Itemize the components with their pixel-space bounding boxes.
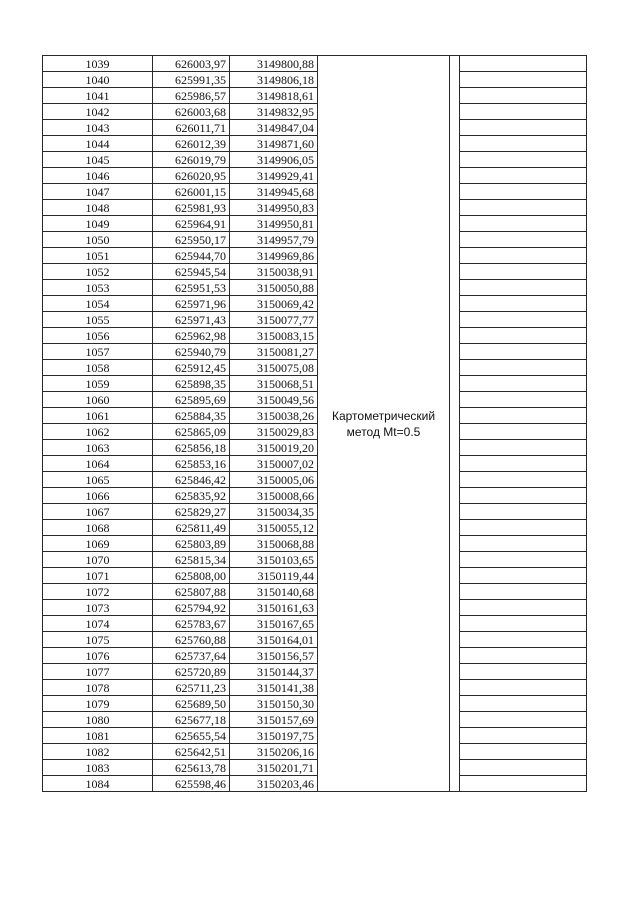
table-row — [43, 712, 587, 728]
empty-note-cell — [460, 360, 587, 376]
empty-note-cell — [460, 536, 587, 552]
y-coordinate-cell: 3150197,75 — [230, 728, 318, 744]
point-number-cell: 1065 — [43, 472, 153, 488]
table-row — [43, 472, 587, 488]
point-number-cell: 1077 — [43, 664, 153, 680]
point-number-cell: 1044 — [43, 136, 153, 152]
point-number-cell: 1074 — [43, 616, 153, 632]
x-coordinate-cell: 625950,17 — [153, 232, 230, 248]
point-number-cell: 1052 — [43, 264, 153, 280]
point-number-cell: 1082 — [43, 744, 153, 760]
point-number-cell: 1047 — [43, 184, 153, 200]
x-coordinate-cell: 625815,34 — [153, 552, 230, 568]
y-coordinate-cell: 3149871,60 — [230, 136, 318, 152]
empty-note-cell — [460, 120, 587, 136]
y-coordinate-cell: 3149929,41 — [230, 168, 318, 184]
x-coordinate-cell: 625884,35 — [153, 408, 230, 424]
point-number-cell: 1043 — [43, 120, 153, 136]
x-coordinate-cell: 625598,46 — [153, 776, 230, 792]
x-coordinate-cell: 625865,09 — [153, 424, 230, 440]
empty-note-cell — [460, 776, 587, 792]
y-coordinate-cell: 3150203,46 — [230, 776, 318, 792]
point-number-cell: 1055 — [43, 312, 153, 328]
y-coordinate-cell: 3150049,56 — [230, 392, 318, 408]
x-coordinate-cell: 625856,18 — [153, 440, 230, 456]
x-coordinate-cell: 626019,79 — [153, 152, 230, 168]
y-coordinate-cell: 3150140,68 — [230, 584, 318, 600]
y-coordinate-cell: 3149957,79 — [230, 232, 318, 248]
y-coordinate-cell: 3150150,30 — [230, 696, 318, 712]
point-number-cell: 1045 — [43, 152, 153, 168]
method-text-line: метод Mt=0.5 — [346, 424, 421, 439]
table-row — [43, 648, 587, 664]
empty-note-cell — [460, 280, 587, 296]
point-number-cell: 1041 — [43, 88, 153, 104]
x-coordinate-cell: 625945,54 — [153, 264, 230, 280]
x-coordinate-cell: 625807,88 — [153, 584, 230, 600]
point-number-cell: 1067 — [43, 504, 153, 520]
x-coordinate-cell: 625853,16 — [153, 456, 230, 472]
coordinates-table-body — [43, 56, 587, 792]
table-row — [43, 360, 587, 376]
table-row — [43, 56, 587, 72]
x-coordinate-cell: 625898,35 — [153, 376, 230, 392]
table-row — [43, 312, 587, 328]
empty-note-cell — [460, 184, 587, 200]
empty-note-cell — [460, 520, 587, 536]
empty-note-cell — [460, 648, 587, 664]
point-number-cell: 1071 — [43, 568, 153, 584]
empty-note-cell — [460, 424, 587, 440]
empty-note-cell — [460, 392, 587, 408]
table-row — [43, 264, 587, 280]
table-row — [43, 168, 587, 184]
empty-note-cell — [460, 376, 587, 392]
y-coordinate-cell: 3150075,08 — [230, 360, 318, 376]
table-row — [43, 776, 587, 792]
empty-note-cell — [460, 680, 587, 696]
table-row — [43, 728, 587, 744]
y-coordinate-cell: 3149806,18 — [230, 72, 318, 88]
table-row — [43, 616, 587, 632]
point-number-cell: 1057 — [43, 344, 153, 360]
y-coordinate-cell: 3150161,63 — [230, 600, 318, 616]
method-cell — [318, 56, 450, 792]
table-row — [43, 440, 587, 456]
table-row — [43, 568, 587, 584]
empty-note-cell — [460, 616, 587, 632]
y-coordinate-cell: 3150038,91 — [230, 264, 318, 280]
table-row — [43, 600, 587, 616]
point-number-cell: 1080 — [43, 712, 153, 728]
empty-note-cell — [460, 152, 587, 168]
y-coordinate-cell: 3150206,16 — [230, 744, 318, 760]
y-coordinate-cell: 3150103,65 — [230, 552, 318, 568]
x-coordinate-cell: 625991,35 — [153, 72, 230, 88]
x-coordinate-cell: 625940,79 — [153, 344, 230, 360]
table-row — [43, 344, 587, 360]
table-row — [43, 120, 587, 136]
y-coordinate-cell: 3150141,38 — [230, 680, 318, 696]
x-coordinate-cell: 625962,98 — [153, 328, 230, 344]
empty-note-cell — [460, 232, 587, 248]
x-coordinate-cell: 625737,64 — [153, 648, 230, 664]
y-coordinate-cell: 3150007,02 — [230, 456, 318, 472]
empty-note-cell — [460, 328, 587, 344]
point-number-cell: 1076 — [43, 648, 153, 664]
y-coordinate-cell: 3149950,83 — [230, 200, 318, 216]
table-row — [43, 488, 587, 504]
empty-note-cell — [460, 168, 587, 184]
empty-note-cell — [460, 584, 587, 600]
x-coordinate-cell: 625642,51 — [153, 744, 230, 760]
x-coordinate-cell: 626003,97 — [153, 56, 230, 72]
table-row — [43, 296, 587, 312]
point-number-cell: 1066 — [43, 488, 153, 504]
point-number-cell: 1048 — [43, 200, 153, 216]
table-row — [43, 456, 587, 472]
table-row — [43, 632, 587, 648]
x-coordinate-cell: 625986,57 — [153, 88, 230, 104]
empty-note-cell — [460, 88, 587, 104]
point-number-cell: 1058 — [43, 360, 153, 376]
x-coordinate-cell: 625689,50 — [153, 696, 230, 712]
empty-note-cell — [460, 712, 587, 728]
empty-note-cell — [460, 728, 587, 744]
x-coordinate-cell: 626020,95 — [153, 168, 230, 184]
x-coordinate-cell: 625835,92 — [153, 488, 230, 504]
y-coordinate-cell: 3150119,44 — [230, 568, 318, 584]
point-number-cell: 1042 — [43, 104, 153, 120]
x-coordinate-cell: 625794,92 — [153, 600, 230, 616]
table-row — [43, 408, 587, 424]
point-number-cell: 1069 — [43, 536, 153, 552]
table-row — [43, 376, 587, 392]
table-row — [43, 88, 587, 104]
y-coordinate-cell: 3150068,51 — [230, 376, 318, 392]
point-number-cell: 1083 — [43, 760, 153, 776]
table-row — [43, 216, 587, 232]
empty-note-cell — [460, 216, 587, 232]
empty-note-cell — [460, 264, 587, 280]
point-number-cell: 1078 — [43, 680, 153, 696]
y-coordinate-cell: 3150156,57 — [230, 648, 318, 664]
x-coordinate-cell: 625971,96 — [153, 296, 230, 312]
x-coordinate-cell: 625829,27 — [153, 504, 230, 520]
table-row — [43, 184, 587, 200]
y-coordinate-cell: 3150077,77 — [230, 312, 318, 328]
empty-note-cell — [460, 136, 587, 152]
y-coordinate-cell: 3150068,88 — [230, 536, 318, 552]
table-row — [43, 152, 587, 168]
coordinates-table — [42, 55, 587, 792]
y-coordinate-cell: 3150164,01 — [230, 632, 318, 648]
point-number-cell: 1073 — [43, 600, 153, 616]
y-coordinate-cell: 3150034,35 — [230, 504, 318, 520]
point-number-cell: 1062 — [43, 424, 153, 440]
empty-note-cell — [460, 632, 587, 648]
y-coordinate-cell: 3150081,27 — [230, 344, 318, 360]
x-coordinate-cell: 625808,00 — [153, 568, 230, 584]
y-coordinate-cell: 3150157,69 — [230, 712, 318, 728]
y-coordinate-cell: 3149906,05 — [230, 152, 318, 168]
empty-note-cell — [460, 600, 587, 616]
y-coordinate-cell: 3150008,66 — [230, 488, 318, 504]
x-coordinate-cell: 625951,53 — [153, 280, 230, 296]
y-coordinate-cell: 3150029,83 — [230, 424, 318, 440]
point-number-cell: 1039 — [43, 56, 153, 72]
y-coordinate-cell: 3149945,68 — [230, 184, 318, 200]
point-number-cell: 1049 — [43, 216, 153, 232]
empty-note-cell — [460, 296, 587, 312]
point-number-cell: 1046 — [43, 168, 153, 184]
x-coordinate-cell: 625944,70 — [153, 248, 230, 264]
y-coordinate-cell: 3150038,26 — [230, 408, 318, 424]
y-coordinate-cell: 3150055,12 — [230, 520, 318, 536]
x-coordinate-cell: 625803,89 — [153, 536, 230, 552]
y-coordinate-cell: 3149800,88 — [230, 56, 318, 72]
x-coordinate-cell: 625760,88 — [153, 632, 230, 648]
empty-note-cell — [460, 488, 587, 504]
point-number-cell: 1064 — [43, 456, 153, 472]
table-row — [43, 744, 587, 760]
point-number-cell: 1059 — [43, 376, 153, 392]
point-number-cell: 1051 — [43, 248, 153, 264]
x-coordinate-cell: 625895,69 — [153, 392, 230, 408]
table-row — [43, 424, 587, 440]
x-coordinate-cell: 625846,42 — [153, 472, 230, 488]
point-number-cell: 1072 — [43, 584, 153, 600]
table-row — [43, 536, 587, 552]
column-gap — [450, 56, 460, 792]
point-number-cell: 1054 — [43, 296, 153, 312]
empty-note-cell — [460, 344, 587, 360]
x-coordinate-cell: 625720,89 — [153, 664, 230, 680]
table-row — [43, 680, 587, 696]
table-row — [43, 136, 587, 152]
table-row — [43, 584, 587, 600]
table-row — [43, 232, 587, 248]
table-row — [43, 520, 587, 536]
y-coordinate-cell: 3149847,04 — [230, 120, 318, 136]
y-coordinate-cell: 3149969,86 — [230, 248, 318, 264]
y-coordinate-cell: 3150050,88 — [230, 280, 318, 296]
x-coordinate-cell: 625783,67 — [153, 616, 230, 632]
table-row — [43, 72, 587, 88]
point-number-cell: 1063 — [43, 440, 153, 456]
empty-note-cell — [460, 552, 587, 568]
y-coordinate-cell: 3149832,95 — [230, 104, 318, 120]
empty-note-cell — [460, 104, 587, 120]
empty-note-cell — [460, 200, 587, 216]
y-coordinate-cell: 3150201,71 — [230, 760, 318, 776]
x-coordinate-cell: 625971,43 — [153, 312, 230, 328]
empty-note-cell — [460, 312, 587, 328]
x-coordinate-cell: 625811,49 — [153, 520, 230, 536]
empty-note-cell — [460, 440, 587, 456]
x-coordinate-cell: 625613,78 — [153, 760, 230, 776]
point-number-cell: 1081 — [43, 728, 153, 744]
point-number-cell: 1084 — [43, 776, 153, 792]
x-coordinate-cell: 625711,23 — [153, 680, 230, 696]
point-number-cell: 1070 — [43, 552, 153, 568]
y-coordinate-cell: 3150167,65 — [230, 616, 318, 632]
empty-note-cell — [460, 568, 587, 584]
x-coordinate-cell: 625981,93 — [153, 200, 230, 216]
point-number-cell: 1079 — [43, 696, 153, 712]
x-coordinate-cell: 625964,91 — [153, 216, 230, 232]
table-row — [43, 280, 587, 296]
point-number-cell: 1053 — [43, 280, 153, 296]
empty-note-cell — [460, 504, 587, 520]
table-row — [43, 664, 587, 680]
x-coordinate-cell: 625655,54 — [153, 728, 230, 744]
empty-note-cell — [460, 248, 587, 264]
point-number-cell: 1061 — [43, 408, 153, 424]
x-coordinate-cell: 626001,15 — [153, 184, 230, 200]
y-coordinate-cell: 3149818,61 — [230, 88, 318, 104]
empty-note-cell — [460, 696, 587, 712]
empty-note-cell — [460, 744, 587, 760]
point-number-cell: 1056 — [43, 328, 153, 344]
y-coordinate-cell: 3149950,81 — [230, 216, 318, 232]
x-coordinate-cell: 626011,71 — [153, 120, 230, 136]
table-row — [43, 552, 587, 568]
table-row — [43, 328, 587, 344]
y-coordinate-cell: 3150083,15 — [230, 328, 318, 344]
table-row — [43, 392, 587, 408]
empty-note-cell — [460, 664, 587, 680]
table-row — [43, 760, 587, 776]
empty-note-cell — [460, 408, 587, 424]
empty-note-cell — [460, 472, 587, 488]
y-coordinate-cell: 3150019,20 — [230, 440, 318, 456]
table-row — [43, 504, 587, 520]
y-coordinate-cell: 3150069,42 — [230, 296, 318, 312]
y-coordinate-cell: 3150005,06 — [230, 472, 318, 488]
table-row — [43, 696, 587, 712]
point-number-cell: 1068 — [43, 520, 153, 536]
x-coordinate-cell: 625912,45 — [153, 360, 230, 376]
x-coordinate-cell: 626003,68 — [153, 104, 230, 120]
x-coordinate-cell: 626012,39 — [153, 136, 230, 152]
x-coordinate-cell: 625677,18 — [153, 712, 230, 728]
empty-note-cell — [460, 72, 587, 88]
y-coordinate-cell: 3150144,37 — [230, 664, 318, 680]
method-text-line: Картометрический — [331, 408, 436, 423]
table-row — [43, 248, 587, 264]
point-number-cell: 1060 — [43, 392, 153, 408]
point-number-cell: 1075 — [43, 632, 153, 648]
table-row — [43, 104, 587, 120]
empty-note-cell — [460, 56, 587, 72]
point-number-cell: 1040 — [43, 72, 153, 88]
point-number-cell: 1050 — [43, 232, 153, 248]
empty-note-cell — [460, 456, 587, 472]
empty-note-cell — [460, 760, 587, 776]
table-row — [43, 200, 587, 216]
